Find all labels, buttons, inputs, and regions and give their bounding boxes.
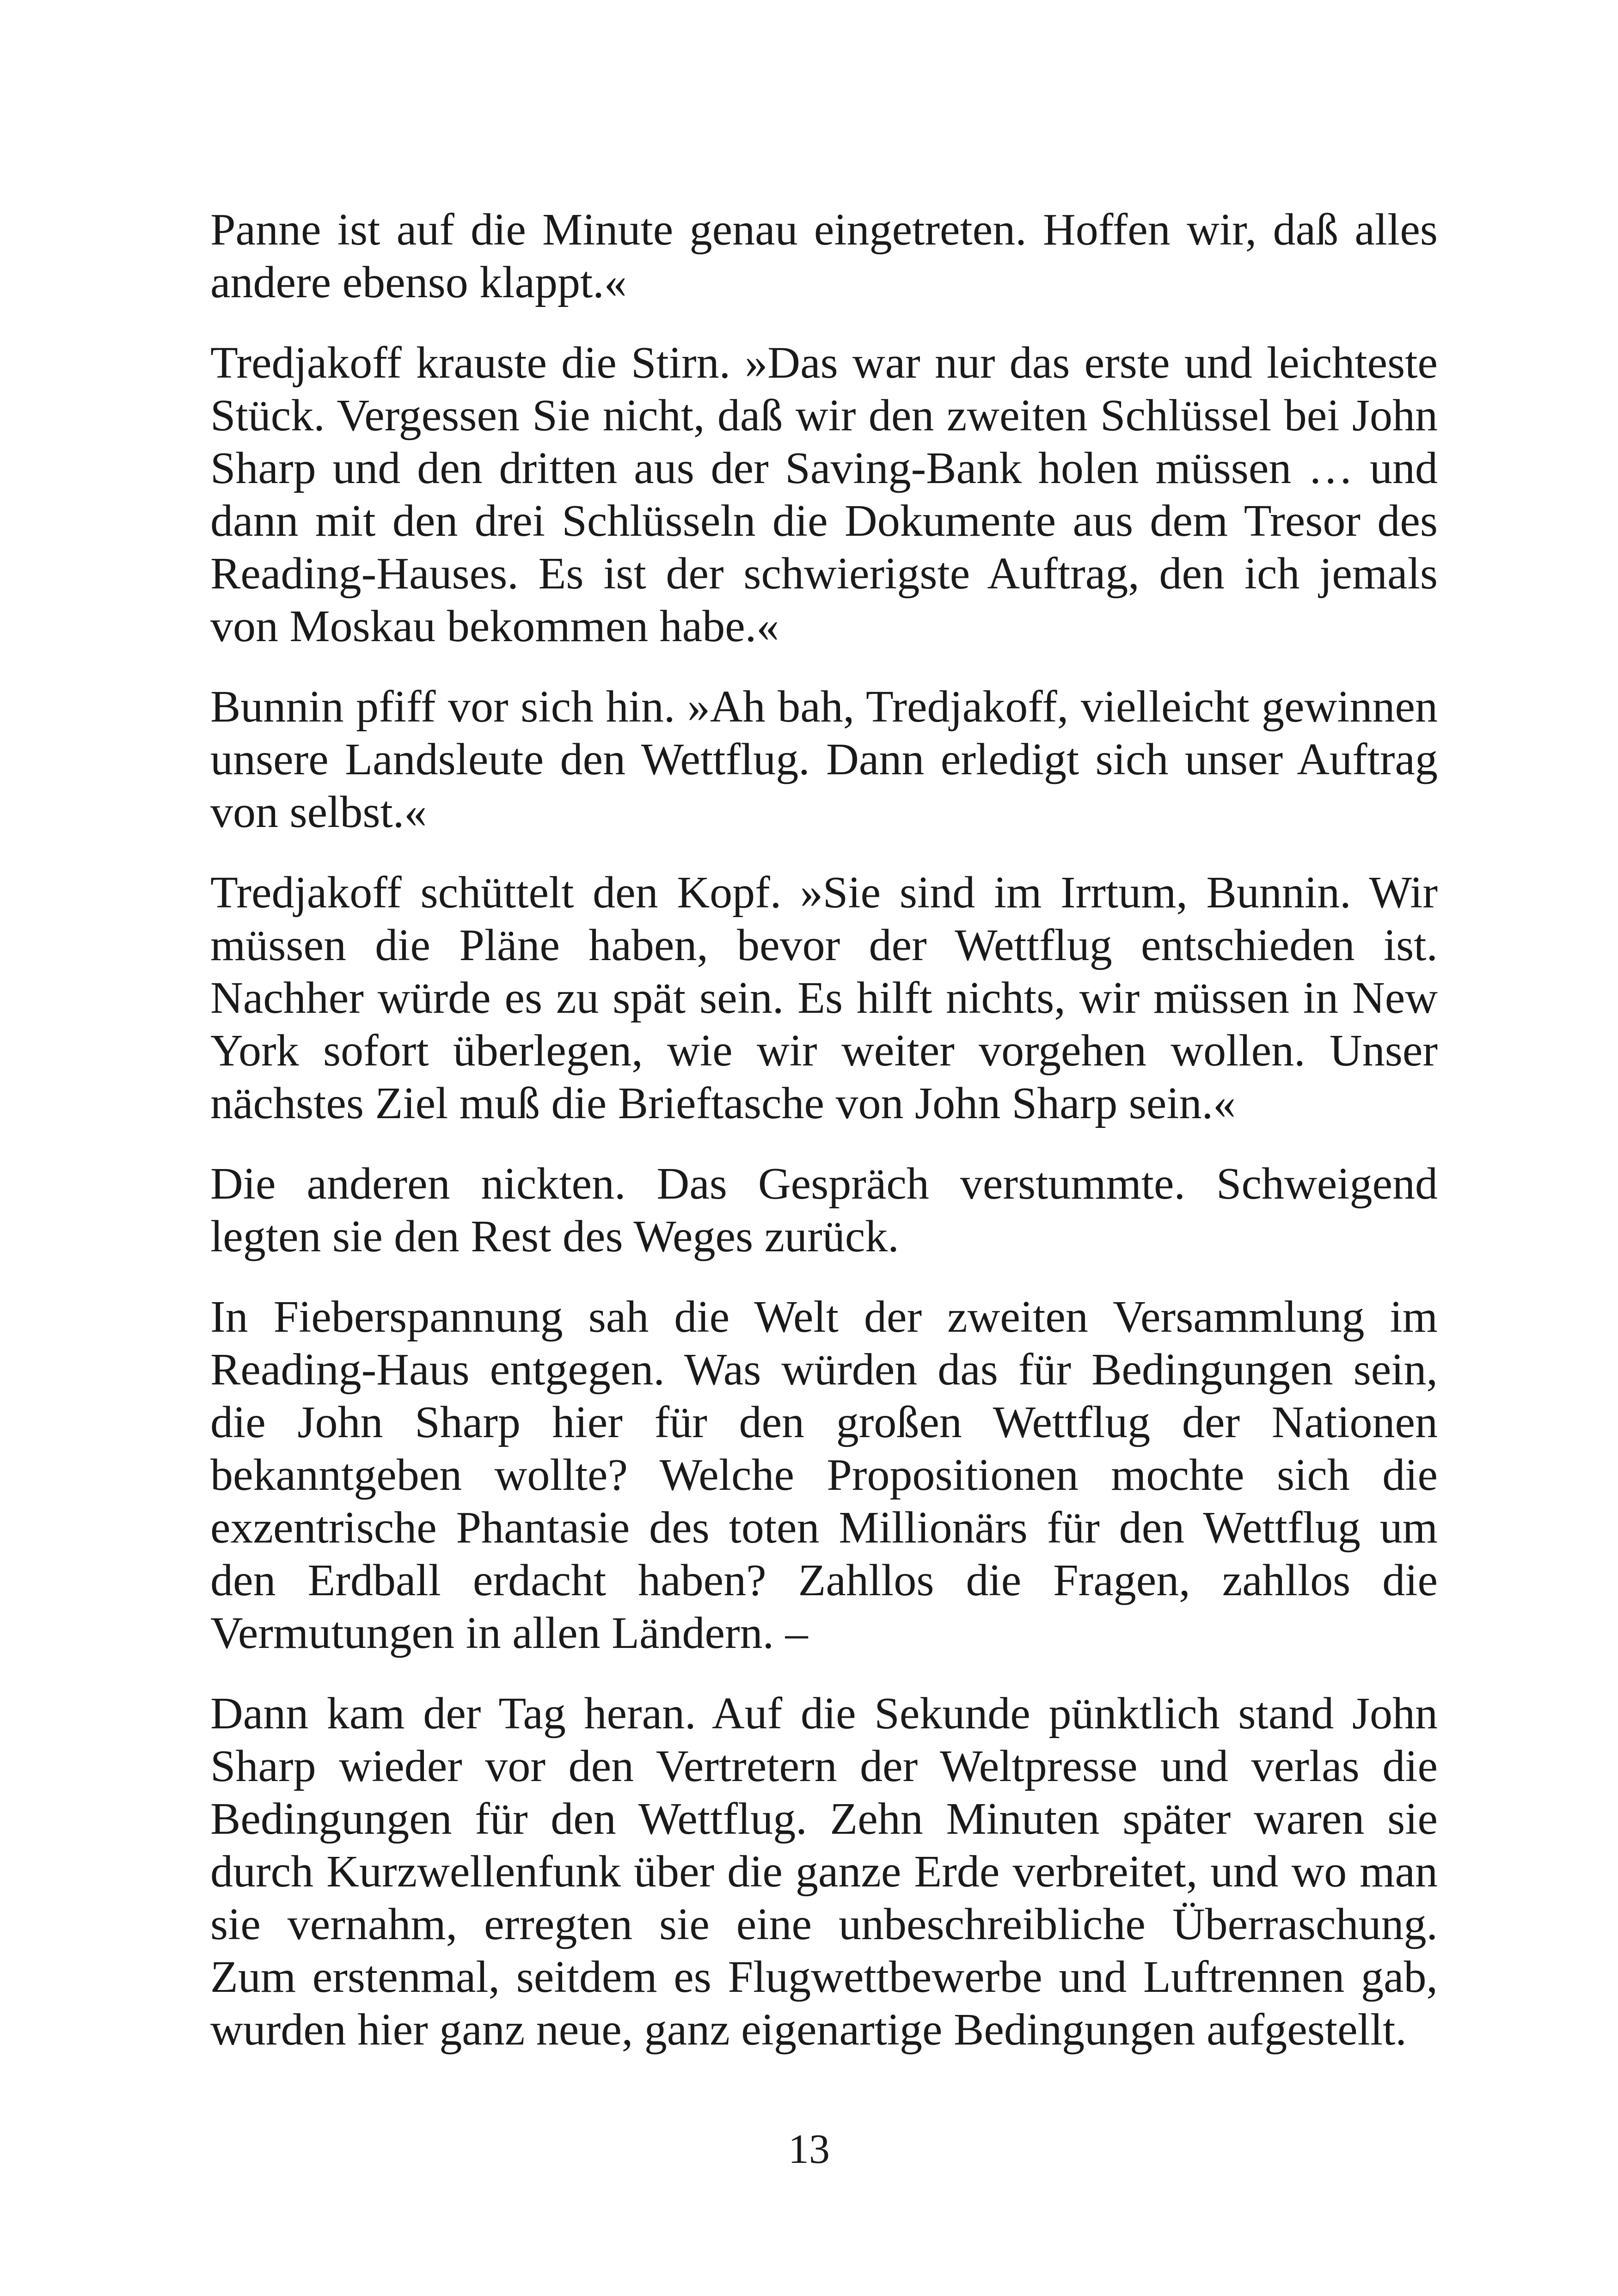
paragraph: In Fieberspannung sah die Welt der zweiten Versammlung im Reading-Haus entgegen. Was würden das für Bedingungen sein, die John Sharp hier für den großen Wettflug der Nationen bekanntgeben wollte? Welche Propositionen mochte sich die exzentrische Phantasie des toten Millionärs für den Wettflug um den Erdball erdacht haben? Zahllos die Fragen, zahllos die Vermutungen in allen Ländern. – <box>210 1292 1438 1658</box>
paragraph: Bunnin pfiff vor sich hin. »Ah bah, Tredjakoff, vielleicht gewinnen unsere Landsleute den Wettflug. Dann erledigt sich unser Auftrag von selbst.« <box>210 682 1438 837</box>
page-number: 13 <box>788 2126 830 2172</box>
paragraph: Panne ist auf die Minute genau eingetreten. Hoffen wir, daß alles andere ebenso klappt.« <box>210 205 1438 307</box>
body-text <box>210 203 1438 2084</box>
paragraph: Die anderen nickten. Das Gespräch verstummte. Schweigend legten sie den Rest des Weges zurück. <box>210 1159 1438 1261</box>
paragraph: Dann kam der Tag heran. Auf die Sekunde pünktlich stand John Sharp wieder vor den Vertretern der Weltpresse und verlas die Bedingungen für den Wettflug. Zehn Minuten später waren sie durch Kurzwellenfunk über die ganze Erde verbreitet, und wo man sie vernahm, erregten sie eine unbeschreibliche Überraschung. Zum erstenmal, seitdem es Flugwettbewerbe und Luftrennen gab, wurden hier ganz neue, ganz eigenartige Bedingungen aufgestellt. <box>210 1689 1438 2055</box>
paragraph: Tredjakoff schüttelt den Kopf. »Sie sind im Irrtum, Bunnin. Wir müssen die Pläne haben, bevor der Wettflug entschieden ist. Nachher würde es zu spät sein. Es hilft nichts, wir müssen in New York sofort überlegen, wie wir weiter vorgehen wollen. Unser nächstes Ziel muß die Brieftasche von John Sharp sein.« <box>210 868 1438 1128</box>
paragraph: Tredjakoff krauste die Stirn. »Das war nur das erste und leichteste Stück. Vergessen Sie nicht, daß wir den zweiten Schlüssel bei John Sharp und den dritten aus der Saving-Bank holen müssen … und dann mit den drei Schlüsseln die Dokumente aus dem Tresor des Reading-Hauses. Es ist der schwierigste Auftrag, den ich jemals von Moskau bekommen habe.« <box>210 338 1438 651</box>
